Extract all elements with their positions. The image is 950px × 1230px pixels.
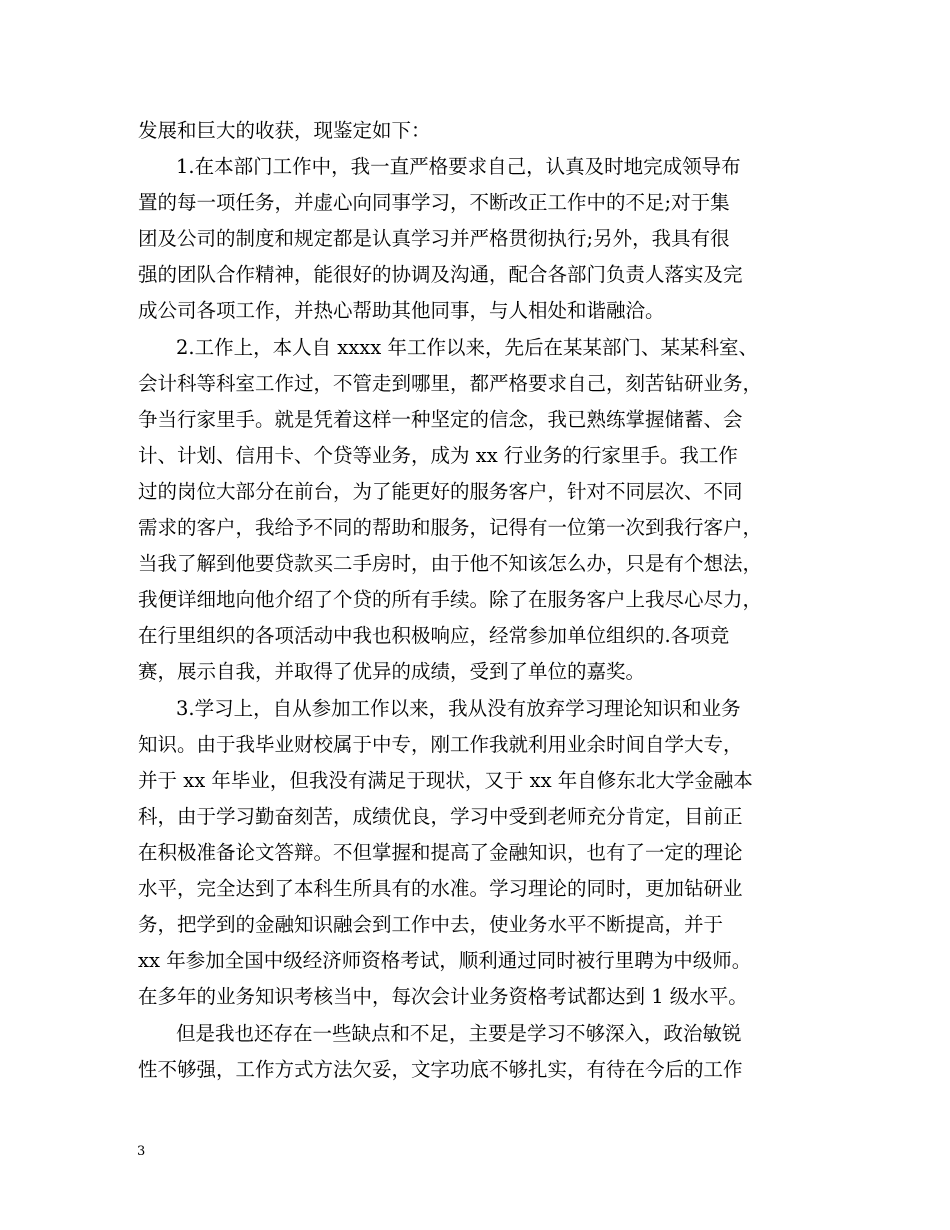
text-line: 水平，完全达到了本科生所具有的水准。学习理论的同时，更加钻研业 <box>138 877 743 900</box>
text-line: 并于 xx 年毕业，但我没有满足于现状，又于 xx 年自修东北大学金融本 <box>138 769 753 792</box>
text-line: 计、计划、信用卡、个贷等业务，成为 xx 行业务的行家里手。我工作 <box>138 444 738 467</box>
text-line: 过的岗位大部分在前台，为了能更好的服务客户，针对不同层次、不同 <box>138 480 743 503</box>
text-line: 在行里组织的各项活动中我也积极响应，经常参加单位组织的.各项竞 <box>138 624 730 647</box>
text-line: 需求的客户，我给予不同的帮助和服务，记得有一位第一次到我行客户， <box>138 516 763 539</box>
text-line: 置的每一项任务，并虚心向同事学习，不断改正工作中的不足;对于集 <box>138 191 730 214</box>
text-line: xx 年参加全国中级经济师资格考试，顺利通过同时被行里聘为中级师。 <box>138 949 752 972</box>
text-line: 在多年的业务知识考核当中，每次会计业务资格考试都达到 1 级水平。 <box>138 985 748 1008</box>
text-line: 但是我也还存在一些缺点和不足，主要是学习不够深入，政治敏锐 <box>176 1022 742 1045</box>
text-line: 3.学习上，自从参加工作以来，我从没有放弃学习理论知识和业务 <box>176 697 741 720</box>
text-line: 1.在本部门工作中，我一直严格要求自己，认真及时地完成领导布 <box>176 155 741 178</box>
text-line: 务，把学到的金融知识融会到工作中去，使业务水平不断提高，并于 <box>138 913 724 936</box>
text-line: 科，由于学习勤奋刻苦，成绩优良，学习中受到老师充分肯定，目前正 <box>138 805 743 828</box>
text-line: 知识。由于我毕业财校属于中专，刚工作我就利用业余时间自学大专， <box>138 733 743 756</box>
text-line: 会计科等科室工作过，不管走到哪里，都严格要求自己，刻苦钻研业务， <box>138 372 763 395</box>
text-line: 赛，展示自我，并取得了优异的成绩，受到了单位的嘉奖。 <box>138 660 646 683</box>
text-line: 成公司各项工作，并热心帮助其他同事，与人相处和谐融洽。 <box>138 299 665 322</box>
text-line: 发展和巨大的收获，现鉴定如下： <box>138 119 431 142</box>
text-line: 强的团队合作精神，能很好的协调及沟通，配合各部门负责人落实及完 <box>138 263 743 286</box>
text-line: 争当行家里手。就是凭着这样一种坚定的信念，我已熟练掌握储蓄、会 <box>138 408 743 431</box>
text-line: 团及公司的制度和规定都是认真学习并严格贯彻执行;另外，我具有很 <box>138 227 730 250</box>
text-line: 我便详细地向他介绍了个贷的所有手续。除了在服务客户上我尽心尽力， <box>138 588 763 611</box>
page-number: 3 <box>137 1144 146 1159</box>
text-line: 在积极准备论文答辩。不但掌握和提高了金融知识，也有了一定的理论 <box>138 841 743 864</box>
text-line: 2.工作上，本人自 xxxx 年工作以来，先后在某某部门、某某科室、 <box>176 336 758 359</box>
text-line: 当我了解到他要贷款买二手房时，由于他不知该怎么办，只是有个想法， <box>138 552 763 575</box>
text-line: 性不够强，工作方式方法欠妥，文字功底不够扎实，有待在今后的工作 <box>138 1058 743 1081</box>
